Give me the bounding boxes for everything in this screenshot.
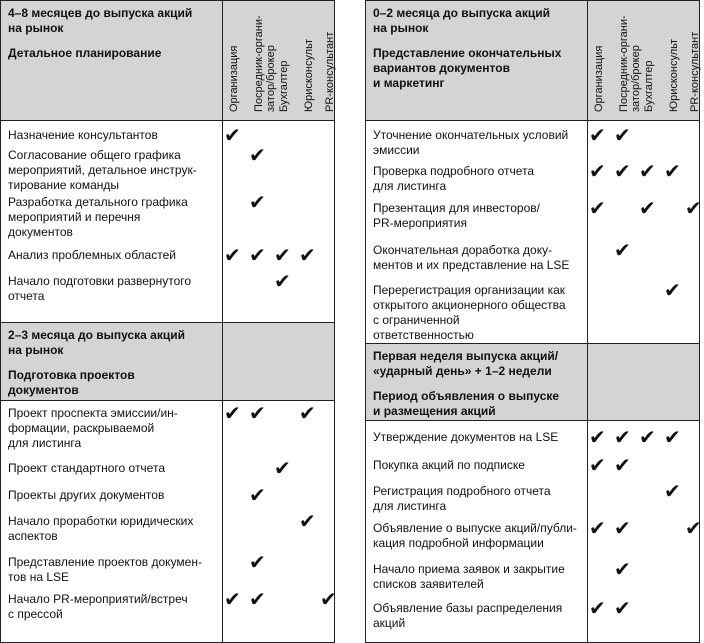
checkmark-icon: ✔ [249, 401, 266, 425]
column-header: Юрисконсульт [303, 38, 315, 112]
checkmark-icon: ✔ [614, 123, 631, 147]
checkmark-icon: ✔ [639, 159, 656, 183]
task-label: Проверка подробного отчета для листинга [373, 164, 535, 193]
checkmark-icon: ✔ [614, 238, 631, 262]
phase-title [373, 6, 583, 91]
checkmark-icon: ✔ [664, 425, 681, 449]
column-header: Организация [228, 45, 240, 112]
checkmark-icon: ✔ [589, 596, 606, 620]
phase-subtitle: Период объявления о выпуске и размещения акций [373, 389, 560, 418]
column-header: Бухгалтер [278, 60, 290, 112]
task-label: Перерегистрация организации как открытого акционерного общества с ограниченной ответственностью [373, 283, 566, 342]
task-label: Представление проектов докумен- тов на LSE [8, 555, 202, 584]
task-label: Объявление о выпуске акций/публи- кация подробной информации [373, 521, 577, 550]
checkmark-icon: ✔ [224, 587, 241, 611]
task-label: Согласование общего графика мероприятий, детальное инструк- тирование команды [8, 148, 197, 192]
checkmark-icon: ✔ [224, 123, 241, 147]
task-label: Начало PR-мероприятий/встреч с прессой [8, 592, 188, 621]
checkmark-icon: ✔ [664, 278, 681, 302]
task-label: Начало приема заявок и закрытие списков заявителей [373, 562, 565, 591]
phase-subtitle: Представление окончательных вариантов документов и маркетинг [373, 46, 562, 90]
checkmark-icon: ✔ [614, 453, 631, 477]
column-header: PR-консультант [689, 31, 701, 112]
task-label: Назначение консультантов [8, 128, 158, 142]
grid-vline [365, 0, 366, 643]
column-header: Посредник-органи- затор/брокер [618, 15, 642, 112]
task-label: Проект проспекта эмиссии/ин- формации, раскрываемой для листинга [8, 406, 178, 450]
checkmark-icon: ✔ [249, 243, 266, 267]
task-label: Утверждение документов на LSE [373, 430, 559, 444]
task-label: Анализ проблемных областей [8, 248, 176, 262]
phase-title [373, 349, 583, 419]
checkmark-icon: ✔ [685, 196, 702, 220]
checkmark-icon: ✔ [589, 196, 606, 220]
phase-title-text: 2–3 месяца до выпуска акций на рынок [8, 328, 185, 357]
checkmark-icon: ✔ [664, 159, 681, 183]
checkmark-icon: ✔ [639, 425, 656, 449]
task-label: Покупка акций по подписке [373, 458, 525, 472]
checkmark-icon: ✔ [249, 143, 266, 167]
task-label: Презентация для инвесторов/ PR-мероприятия [373, 201, 540, 230]
checkmark-icon: ✔ [664, 479, 681, 503]
column-header: PR-консультант [324, 31, 336, 112]
checkmark-icon: ✔ [614, 596, 631, 620]
checkmark-icon: ✔ [614, 159, 631, 183]
right-panel [365, 0, 700, 643]
phase-title-text: Первая неделя выпуска акций/ «ударный день» + 1–2 недели [373, 349, 559, 378]
column-header: Юрисконсульт [668, 38, 680, 112]
checkmark-icon: ✔ [685, 516, 702, 540]
checkmark-icon: ✔ [249, 587, 266, 611]
checkmark-icon: ✔ [249, 483, 266, 507]
phase-title [8, 328, 218, 398]
task-label: Начало проработки юридических аспектов [8, 514, 194, 543]
column-header: Организация [593, 45, 605, 112]
checkmark-icon: ✔ [299, 243, 316, 267]
task-label: Проекты других документов [8, 488, 165, 502]
grid-hline [0, 322, 335, 323]
checkmark-icon: ✔ [589, 453, 606, 477]
task-label: Проект стандартного отчета [8, 461, 165, 475]
checkmark-icon: ✔ [614, 516, 631, 540]
grid-hline [365, 343, 700, 344]
grid-hline [365, 120, 700, 121]
grid-hline [0, 120, 335, 121]
checkmark-icon: ✔ [224, 243, 241, 267]
checkmark-icon: ✔ [639, 196, 656, 220]
phase-title [8, 6, 218, 61]
checkmark-icon: ✔ [274, 456, 291, 480]
checkmark-icon: ✔ [249, 550, 266, 574]
grid-vline [587, 0, 588, 643]
task-label: Разработка детального графика мероприятий и перечня документов [8, 195, 188, 239]
grid-hline [365, 420, 700, 421]
phase-title-text: 0–2 месяца до выпуска акций на рынок [373, 6, 550, 35]
task-label: Уточнение окончательных условий эмиссии [373, 128, 569, 157]
column-header: Посредник-органи- затор/брокер [253, 15, 277, 112]
grid-hline [0, 400, 335, 401]
task-label: Регистрация подробного отчета для листинга [373, 484, 551, 513]
checkmark-icon: ✔ [320, 587, 337, 611]
task-label: Начало подготовки развернутого отчета [8, 274, 192, 303]
checkmark-icon: ✔ [274, 269, 291, 293]
checkmark-icon: ✔ [224, 401, 241, 425]
task-label: Объявление базы распределения акций [373, 601, 563, 630]
checkmark-icon: ✔ [589, 516, 606, 540]
checkmark-icon: ✔ [299, 509, 316, 533]
task-label: Окончательная доработка доку- ментов и их представление на LSE [373, 243, 570, 272]
checkmark-icon: ✔ [274, 243, 291, 267]
checkmark-icon: ✔ [589, 425, 606, 449]
checkmark-icon: ✔ [614, 557, 631, 581]
phase-title-text: 4–8 месяцев до выпуска акций на рынок [8, 6, 193, 35]
checkmark-icon: ✔ [249, 190, 266, 214]
phase-subtitle: Подготовка проектов документов [8, 368, 135, 397]
checkmark-icon: ✔ [589, 123, 606, 147]
checkmark-icon: ✔ [614, 425, 631, 449]
left-panel [0, 0, 335, 643]
phase-subtitle: Детальное планирование [8, 46, 162, 60]
column-header: Бухгалтер [643, 60, 655, 112]
checkmark-icon: ✔ [299, 401, 316, 425]
checkmark-icon: ✔ [589, 159, 606, 183]
